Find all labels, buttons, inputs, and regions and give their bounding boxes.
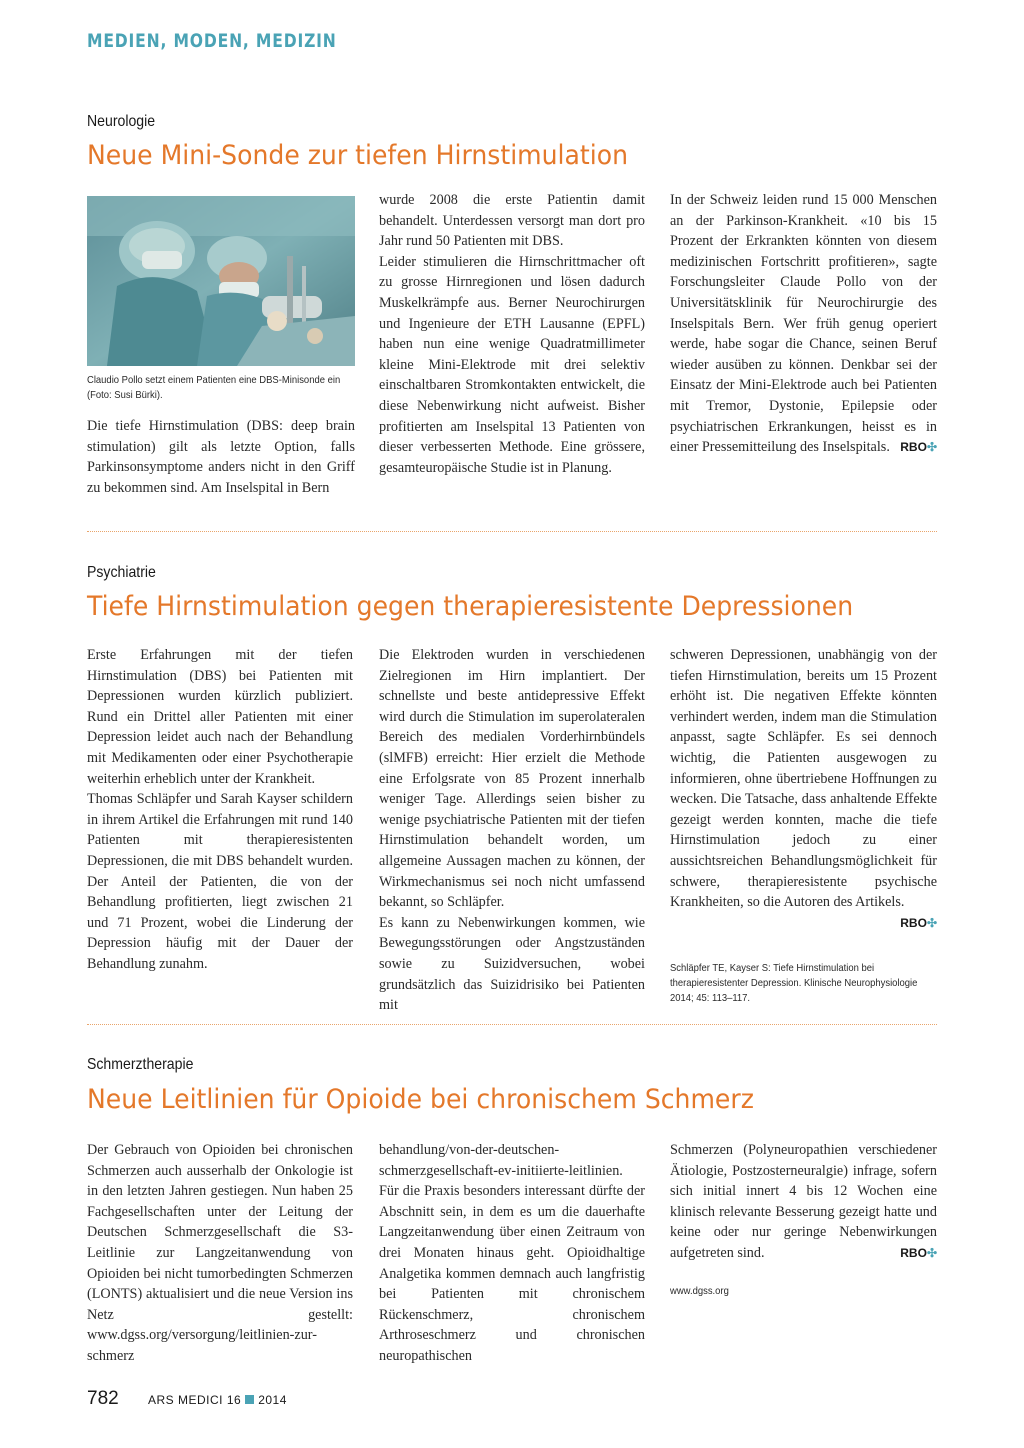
cross-icon: ✣	[926, 915, 937, 930]
section-divider-1	[87, 531, 937, 532]
article1-headline: Neue Mini-Sonde zur tiefen Hirnstimulation	[87, 140, 629, 171]
issue-year: 2014	[258, 1393, 287, 1407]
section-divider-2	[87, 1024, 937, 1025]
article1-col3-body: In der Schweiz leiden rund 15 000 Menschen an der Parkinson-Krankheit. «10 bis 15 Prozent der Erkrankten könnten von diesem medizinischen Fortschritt profitieren», sagte Forschungsleiter Claude Pollo von der Universitätsklinik für Neurochirurgie des Inselspitals Bern. Wer früh genug operiert werde, habe sogar die Chance, seinen Beruf wieder ausüben zu können. Denkbar sei der Einsatz der Mini-Elektrode auch bei Patienten mit Tremor, Dystonie, Epilepsie oder psychiatrischen Erkrankungen, heisst es in einer Pressemitteilung des Inselspitals.	[670, 192, 937, 456]
article3-col2	[379, 1140, 645, 1367]
article1-col1-text: Die tiefe Hirnstimulation (DBS: deep brain stimulation) gilt als letzte Option, falls Parkinsonsymptome anders nicht in den Griff zu bekommen sind. Am Inselspital in Bern	[87, 418, 355, 496]
article1-col2	[379, 190, 645, 478]
article1-col1	[87, 416, 355, 498]
article3-col1	[87, 1140, 353, 1367]
article3-signature-text: RBO	[900, 1245, 927, 1260]
article1-col2-para1: wurde 2008 die erste Patientin damit behandelt. Unterdessen versorgt man dort pro Jahr rund 50 Patienten mit DBS.	[379, 192, 645, 250]
article3-col3-body: Schmerzen (Polyneuropathien verschiedener Ätiologie, Postzosterneuralgie) infrage, sofern sich initial innert 4 bis 12 Wochen eine klinisch relevante Besserung gezeigt hatte und keine oder nur geringe Nebenwirkungen aufgetreten sind.	[670, 1142, 937, 1261]
article2-signature	[900, 913, 937, 934]
section-header: MEDIEN, MODEN, MEDIZIN	[87, 30, 337, 52]
surgery-photo	[87, 196, 355, 366]
article3-col2-para1: behandlung/von-der-deutschen-schmerzgesellschaft-ev-initiierte-leitlinien.	[379, 1142, 623, 1179]
article3-col3-text	[670, 1140, 937, 1264]
article1-col2-para2: Leider stimulieren die Hirnschrittmacher oft zu grosse Hirnregionen und lösen dadurch Muskelkrämpfe aus. Berner Neurochirurgen und Ingenieure der ETH Lausanne (EPFL) haben nun eine wenige Quadratmillimeter kleine Mini-Elektrode mit drei selektiv einschaltbaren Stromkontakten entwickelt, die diese Nebenwirkung nicht aufweist. Bisher profitierten am Inselspital 13 Patienten von dieser verbesserten Methode. Eine grössere, gesamteuropäische Studie ist in Planung.	[379, 253, 645, 476]
article2-col1	[87, 645, 353, 975]
article2-col2-para2: Es kann zu Nebenwirkungen kommen, wie Bewegungsstörungen oder Angstzuständen sowie zu Suizidversuchen, wobei grundsätzlich das Suizidrisiko bei Patienten mit	[379, 914, 645, 1014]
cross-icon: ✣	[926, 440, 937, 455]
article2-col1-para2: Thomas Schläpfer und Sarah Kayser schildern in ihrem Artikel die Erfahrungen mit rund 140 Patienten mit therapieresistenten Depressionen, die mit DBS behandelt wurden. Der Anteil der Patienten, die von der Behandlung profitierten, liegt zwischen 21 und 71 Prozent, wobei die Linderung der Depression häufig mit der Dauer der Behandlung zunahm.	[87, 791, 353, 972]
article3-kicker: Schmerztherapie	[87, 1056, 194, 1073]
article2-kicker: Psychiatrie	[87, 564, 156, 581]
article2-col3	[670, 645, 937, 933]
square-icon	[245, 1395, 254, 1404]
article1-col3	[670, 190, 937, 458]
cross-icon: ✣	[926, 1245, 937, 1260]
article2-signature-text: RBO	[900, 915, 927, 930]
article2-col3-body: schweren Depressionen, unabhängig von der tiefen Hirnstimulation, bereits um 15 Prozent erhöht ist. Die negativen Effekte könnten verhindert werden, indem man die Stimulation anpasst, sagte Schläpfer. Es sei dennoch wichtig, die Patienten ausgewogen zu informieren, ohne übertriebene Hoffnungen zu wecken. Die Tatsache, dass anhaltende Effekte gezeigt werden konnten, mache die tiefe Hirnstimulation jedoch zu einer aussichtsreichen Behandlungsmöglichkeit für schwere, therapieresistente psychische Krankheiten, so die Autoren des Artikels.	[670, 647, 937, 911]
article1-signature-text: RBO	[900, 440, 927, 455]
article2-col2	[379, 645, 645, 1016]
article3-col1-text: Der Gebrauch von Opioiden bei chronischen Schmerzen auch ausserhalb der Onkologie ist in den letzten Jahren gestiegen. Nun haben 25 Fachgesellschaften unter der Leitung der Deutschen Schmerzgesellschaft die S3-Leitlinie zur Langzeitanwendung von Opioiden bei nicht tumorbedingten Schmerzen (LONTS) aktualisiert und die neue Version ins Netz gestellt: www.dgss.org/versorgung/leitlinien-zur-schmerz	[87, 1142, 353, 1364]
page-number: 782	[87, 1388, 119, 1409]
dgss-link[interactable]: www.dgss.org	[670, 1285, 729, 1297]
article3-col2-para2: Für die Praxis besonders interessant dürfte der Abschnitt sein, in dem es um die dauerhafte Langzeitanwendung über einen Zeitraum von drei Monaten hinaus geht. Opioidhaltige Analgetika kommen demnach auch langfristig bei Patienten mit chronischem Rückenschmerz, chronischem Arthroseschmerz und chronischen neuropathischen	[379, 1183, 645, 1364]
article2-col2-para1: Die Elektroden wurden in verschiedenen Zielregionen im Hirn implantiert. Der schnellste und beste antidepressive Effekt wird durch die Stimulation im superolateralen Bereich des medialen Vorderhirnbündels (slMFB) erreicht: Hier erzielt die Methode eine Erfolgsrate von 85 Prozent innerhalb weniger Tage. Allerdings seien bisher zu wenige psychiatrische Patienten mit der tiefen Hirnstimulation behandelt worden, um allgemeine Aussagen machen zu können, der Wirkmechanismus sei noch nicht umfassend bekannt, so Schläpfer.	[379, 647, 645, 911]
photo-caption: Claudio Pollo setzt einem Patienten eine DBS-Minisonde ein (Foto: Susi Bürki).	[87, 374, 341, 401]
article3-col3	[670, 1140, 937, 1264]
article3-headline: Neue Leitlinien für Opioide bei chronischem Schmerz	[87, 1084, 754, 1115]
article2-reference: Schläpfer TE, Kayser S: Tiefe Hirnstimulation bei therapieresistenter Depression. Klinische Neurophysiologie 2014; 45: 113–117.	[670, 962, 918, 1004]
article2-headline: Tiefe Hirnstimulation gegen therapieresistente Depressionen	[87, 591, 854, 622]
article1-signature	[900, 437, 937, 458]
magazine-footer	[148, 1393, 287, 1407]
article1-col3-text	[670, 190, 937, 458]
article2-col1-para1: Erste Erfahrungen mit der tiefen Hirnstimulation (DBS) bei Patienten mit Depressionen wurden kürzlich publiziert. Rund ein Drittel aller Patienten mit einer Depression leidet auch nach der Behandlung mit Medikamenten oder einer Psychotherapie weiterhin erheblich unter der Krankheit.	[87, 647, 353, 787]
article3-signature	[900, 1243, 937, 1264]
article1-kicker: Neurologie	[87, 113, 156, 130]
article2-col3-text	[670, 645, 937, 930]
magazine-name: ARS MEDICI 16	[148, 1393, 242, 1407]
